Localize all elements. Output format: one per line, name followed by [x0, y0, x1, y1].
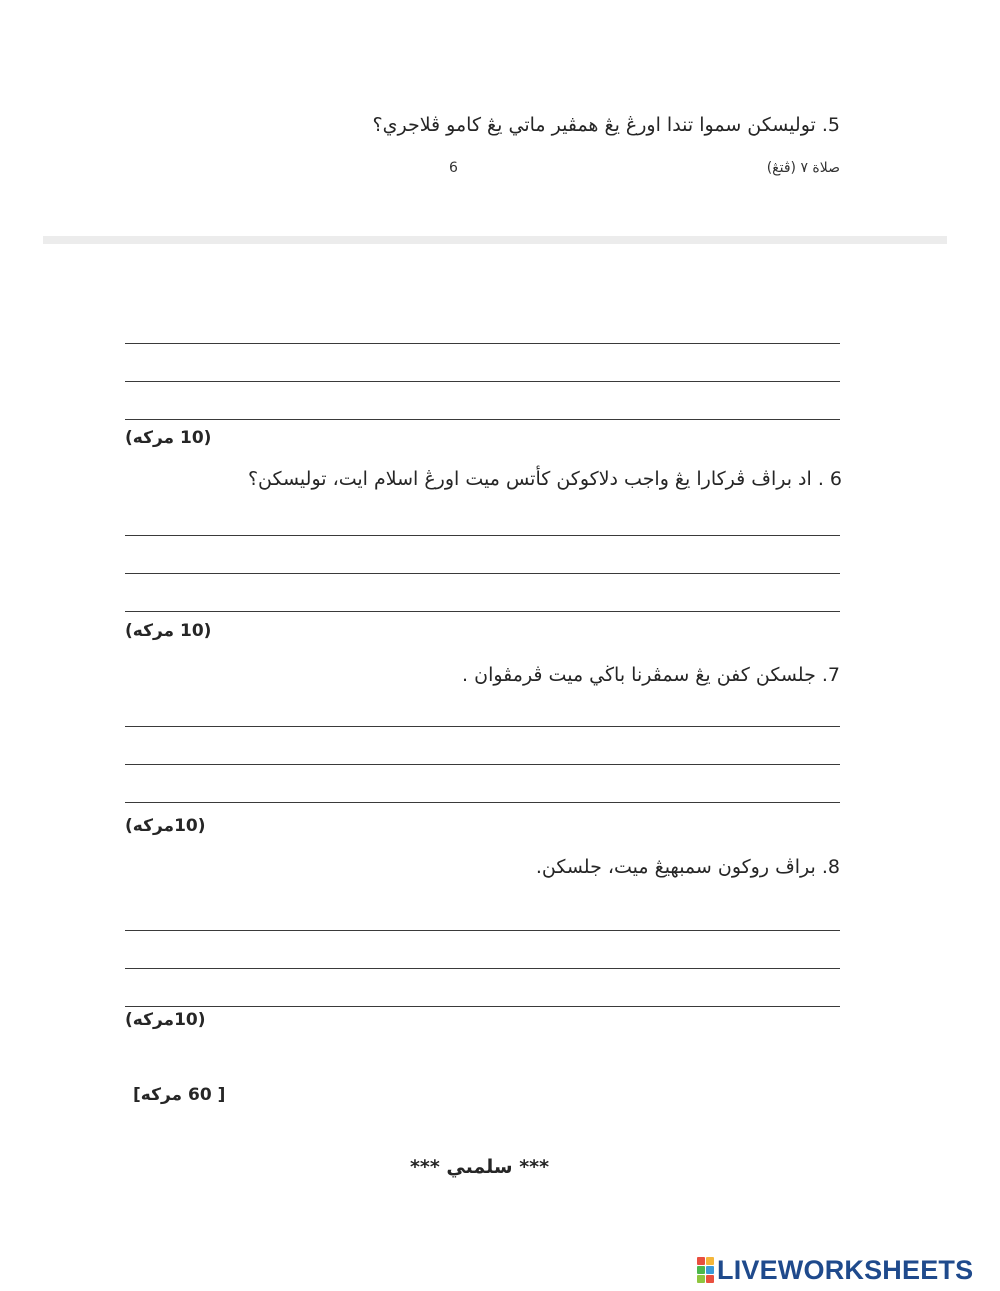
logo-blocks-icon	[697, 1257, 714, 1283]
answer-line-q5-2[interactable]	[125, 381, 840, 382]
answer-line-q7-1[interactable]	[125, 726, 840, 727]
answer-line-q6-1[interactable]	[125, 535, 840, 536]
total-marks: [ 60 مركه]	[133, 1085, 226, 1105]
brand-name: LIVEWORKSHEETS	[717, 1254, 974, 1285]
question-8-text: 8. براڤ روكون سمبهيڠ ميت، جلسكن.	[535, 856, 840, 878]
answer-line-q6-2[interactable]	[125, 573, 840, 574]
question-6-marks: (10 مركه)	[125, 621, 212, 641]
answer-line-q5-3[interactable]	[125, 419, 840, 420]
question-5-reference: صلاة ٧ (ڤتڠ)	[766, 160, 840, 176]
answer-line-q5-1[interactable]	[125, 343, 840, 344]
answer-line-q8-2[interactable]	[125, 968, 840, 969]
section-divider	[43, 236, 947, 244]
answer-line-q6-3[interactable]	[125, 611, 840, 612]
closing-text: *** سلمىي ***	[410, 1156, 550, 1178]
question-6-text: 6 . اد براڤ ڤركارا يڠ واجب دلاكوكن كأتس ميت اورڠ اسلام ايت، توليسكن؟	[247, 468, 842, 490]
question-5-marks: (10 مركه)	[125, 428, 212, 448]
question-5-text: 5. توليسكن سموا تندا اورڠ يڠ همڤير ماتي يڠ كامو ڤلاجري؟	[372, 114, 840, 136]
question-7-text: 7. جلسكن كفن يڠ سمڤرنا باڬي ميت ڤرمڤوان .	[462, 664, 840, 686]
page-number: 6	[449, 160, 458, 176]
answer-line-q8-1[interactable]	[125, 930, 840, 931]
answer-line-q7-2[interactable]	[125, 764, 840, 765]
answer-line-q8-3[interactable]	[125, 1006, 840, 1007]
question-7-marks: (10مركه)	[125, 816, 206, 836]
answer-line-q7-3[interactable]	[125, 802, 840, 803]
liveworksheets-logo	[697, 1255, 973, 1285]
question-8-marks: (10مركه)	[125, 1010, 206, 1030]
